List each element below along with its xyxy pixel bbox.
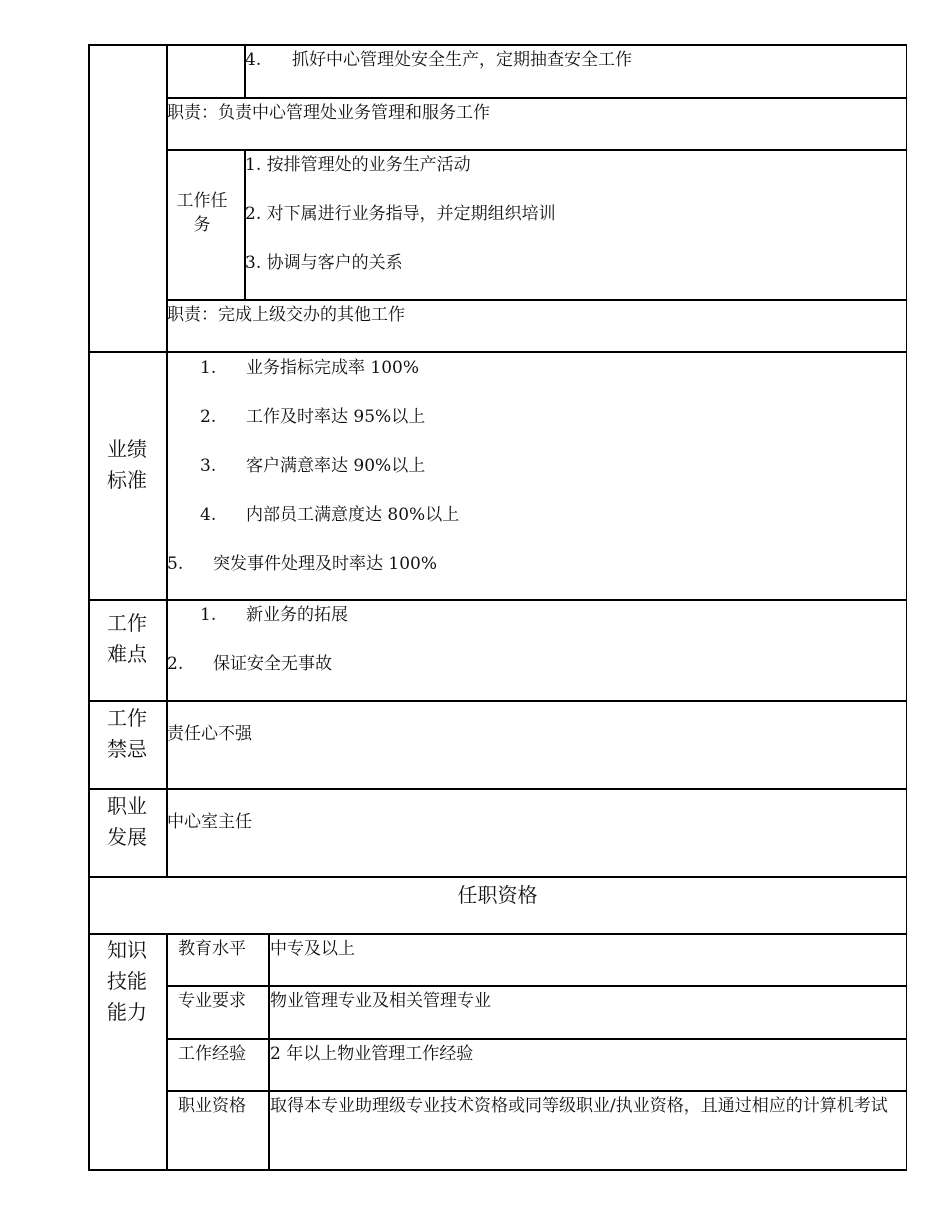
difficulty-item-number: 1. <box>200 605 217 625</box>
performance-item-number: 4. <box>200 505 217 525</box>
task-item: 3. 协调与客户的关系 <box>245 253 403 273</box>
row-divider <box>166 1090 907 1092</box>
qualification-value: 中专及以上 <box>270 939 355 959</box>
row-divider <box>88 351 907 353</box>
qualification-key: 工作经验 <box>178 1044 246 1064</box>
task-item: 1. 按排管理处的业务生产活动 <box>245 155 471 175</box>
taboo-label: 工作禁忌 <box>107 706 147 761</box>
label-column-divider <box>166 44 168 877</box>
qualification-heading: 任职资格 <box>457 883 538 907</box>
row-divider <box>166 97 907 99</box>
table-border-top <box>88 44 907 46</box>
qualification-label: 知识技能能力 <box>107 938 147 1024</box>
row-divider <box>166 985 907 987</box>
duty-text: 职责：完成上级交办的其他工作 <box>167 305 405 325</box>
task-item-number: 4. <box>245 50 262 70</box>
label-column-divider <box>166 933 168 1171</box>
duty-text: 职责：负责中心管理处业务管理和服务工作 <box>167 103 490 123</box>
qualification-value: 物业管理专业及相关管理专业 <box>270 991 491 1011</box>
difficulty-item-text: 新业务的拓展 <box>246 605 348 625</box>
qualification-key: 教育水平 <box>178 939 246 959</box>
difficulty-item-text: 保证安全无事故 <box>213 654 332 674</box>
performance-item-text: 业务指标完成率 100% <box>246 358 420 378</box>
table-border-bottom <box>88 1169 907 1171</box>
qualification-key: 专业要求 <box>178 991 246 1011</box>
difficulty-label: 工作难点 <box>107 611 147 666</box>
qualification-value: 取得本专业助理级专业技术资格或同等级职业/执业资格，且通过相应的计算机考试 <box>270 1096 888 1116</box>
row-divider <box>88 933 907 935</box>
performance-item-number: 3. <box>200 456 217 476</box>
table-border-left <box>88 44 90 1171</box>
performance-item-text: 客户满意率达 90%以上 <box>246 456 426 476</box>
performance-item-text: 突发事件处理及时率达 100% <box>213 554 438 574</box>
career-text: 中心室主任 <box>167 812 252 832</box>
task-item-text: 抓好中心管理处安全生产，定期抽查安全工作 <box>292 50 632 70</box>
performance-label: 业绩标准 <box>107 437 147 492</box>
difficulty-item-number: 2. <box>167 654 184 674</box>
row-divider <box>88 599 907 601</box>
performance-item-text: 内部员工满意度达 80%以上 <box>246 505 460 525</box>
career-label: 职业发展 <box>107 794 147 849</box>
row-divider <box>166 299 907 301</box>
taboo-text: 责任心不强 <box>167 724 252 744</box>
row-divider <box>88 876 907 878</box>
qualification-key: 职业资格 <box>178 1096 246 1116</box>
performance-item-number: 1. <box>200 358 217 378</box>
row-divider <box>166 1038 907 1040</box>
performance-item-text: 工作及时率达 95%以上 <box>246 407 426 427</box>
row-divider <box>88 788 907 790</box>
task-label: 工作任务 <box>176 191 228 235</box>
table-border-right <box>906 44 908 1171</box>
row-divider <box>88 700 907 702</box>
performance-item-number: 2. <box>200 407 217 427</box>
performance-item-number: 5. <box>167 554 184 574</box>
task-item: 2. 对下属进行业务指导，并定期组织培训 <box>245 204 556 224</box>
qualification-value: 2 年以上物业管理工作经验 <box>270 1044 474 1064</box>
row-divider <box>166 149 907 151</box>
